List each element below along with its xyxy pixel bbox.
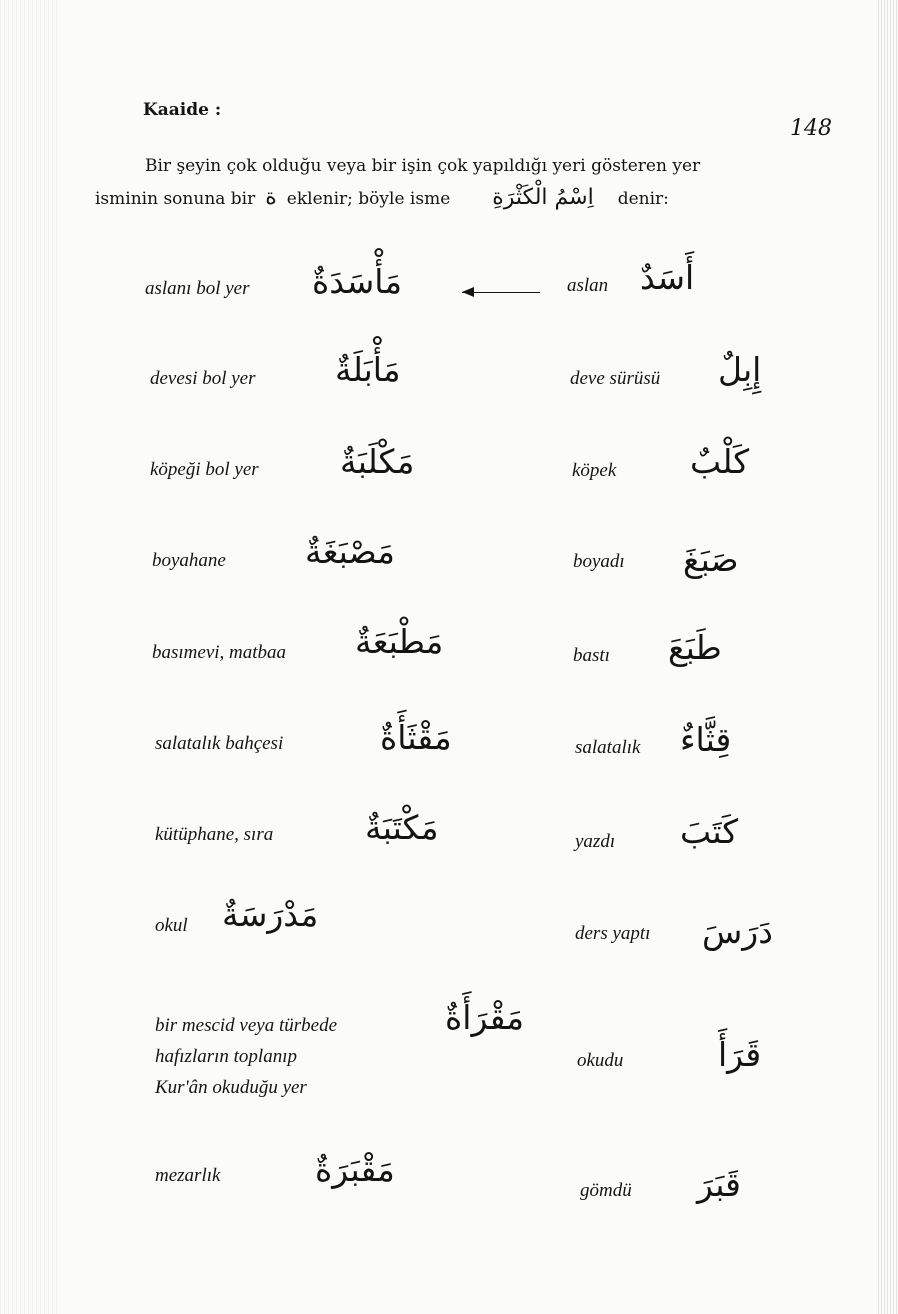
root-arabic-word: إِبِلٌ	[718, 350, 762, 389]
derived-meaning: köpeği bol yer	[150, 459, 259, 480]
scan-noise-left	[0, 0, 60, 1314]
derived-meaning: salatalık bahçesi	[155, 733, 284, 754]
derived-meaning: kütüphane, sıra	[155, 824, 274, 845]
derived-meaning: boyahane	[152, 550, 226, 571]
scan-noise-right	[878, 0, 898, 1314]
root-meaning: aslan	[567, 275, 609, 296]
arrow-left-icon	[462, 287, 474, 297]
intro-line-2	[95, 182, 855, 215]
derived-meaning: okul	[155, 915, 188, 936]
derived-meaning-block	[155, 1010, 337, 1103]
derived-arabic-word: مَقْثَأَةٌ	[380, 718, 452, 757]
intro-line-2-a: isminin sonuna bir	[95, 189, 256, 209]
root-meaning: deve sürüsü	[570, 368, 661, 389]
rule-heading: Kaaide :	[143, 100, 222, 120]
derived-arabic-word: مَدْرَسَةٌ	[222, 895, 319, 934]
derived-arabic-word: مَقْرَأَةٌ	[445, 998, 525, 1037]
root-arabic-word: صَبَغَ	[683, 540, 739, 579]
intro-line-2-c: denir:	[617, 189, 669, 209]
derived-meaning: mezarlık	[155, 1165, 221, 1186]
ism-al-kathra-term: اِسْمُ الْكَثْرَةِ	[492, 185, 594, 210]
root-arabic-word: طَبَعَ	[668, 628, 722, 667]
derived-arabic-word: مَكْلَبَةٌ	[340, 442, 415, 481]
root-arabic-word: دَرَسَ	[702, 912, 773, 951]
derived-meaning-line: hafızların toplanıp	[155, 1046, 297, 1067]
root-meaning: bastı	[573, 645, 610, 666]
derived-meaning: devesi bol yer	[150, 368, 256, 389]
root-meaning: salatalık	[575, 737, 641, 758]
derived-arabic-word: مَكْتَبَةٌ	[365, 808, 439, 847]
root-meaning: köpek	[572, 460, 617, 481]
root-arabic-word: أَسَدٌ	[640, 258, 695, 297]
root-arabic-word: قِثَّاءٌ	[680, 720, 732, 759]
derived-meaning-line: bir mescid veya türbede	[155, 1015, 338, 1036]
root-meaning: yazdı	[575, 831, 616, 852]
derived-meaning: aslanı bol yer	[145, 278, 250, 299]
page-number: 148	[790, 116, 832, 141]
root-arabic-word: قَرَأَ	[718, 1035, 762, 1074]
root-meaning: ders yaptı	[575, 923, 651, 944]
derived-arabic-word: مَقْبَرَةٌ	[315, 1150, 395, 1189]
root-arabic-word: كَلْبٌ	[690, 442, 750, 481]
root-meaning: gömdü	[580, 1180, 632, 1201]
derived-meaning: basımevi, matbaa	[152, 642, 287, 663]
intro-paragraph	[95, 150, 855, 215]
ta-marbuta-glyph: ة	[265, 185, 277, 210]
intro-line-1: Bir şeyin çok olduğu veya bir işin çok yapıldığı yeri gösteren yer	[145, 156, 701, 176]
root-meaning: okudu	[577, 1050, 624, 1071]
root-arabic-word: كَتَبَ	[680, 812, 739, 851]
root-meaning: boyadı	[573, 551, 625, 572]
derived-arabic-word: مَصْبَغَةٌ	[305, 532, 395, 571]
derived-arabic-word: مَأْسَدَةٌ	[312, 262, 402, 301]
derived-meaning-line: Kur'ân okuduğu yer	[155, 1077, 307, 1098]
derived-arabic-word: مَأْبَلَةٌ	[335, 350, 401, 389]
derived-arabic-word: مَطْبَعَةٌ	[355, 622, 444, 661]
intro-line-2-b: eklenir; böyle isme	[286, 189, 451, 209]
root-arabic-word: قَبَرَ	[697, 1165, 741, 1204]
